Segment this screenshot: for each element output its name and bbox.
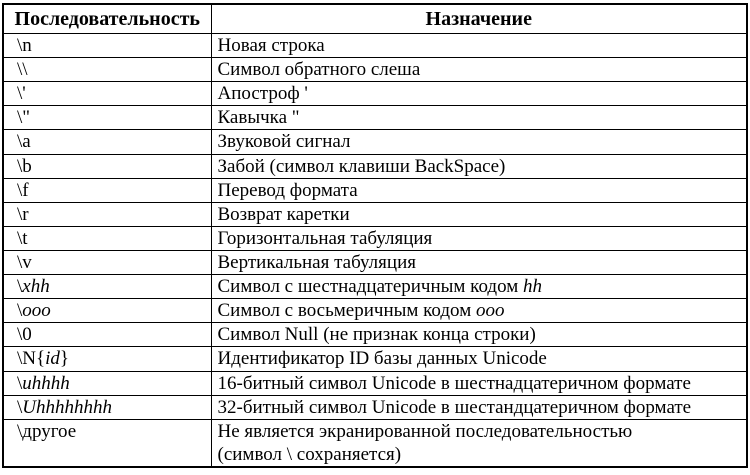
purpose-cell [211,250,747,274]
text-run: Вертикальная табуляция [217,251,416,273]
table-row [3,250,747,274]
purpose-cell [211,226,747,250]
sequence-cell [3,34,211,58]
table-row [3,130,747,154]
table-body [3,34,747,468]
text-run: \\ [17,59,28,81]
text-run: \n [17,35,32,56]
table-row [3,34,747,58]
text-run: 32-битный символ Unicode в шестандцатеричном формате [217,396,692,418]
column-header-sequence: Последовательность [3,4,211,34]
purpose-cell [211,299,747,323]
purpose-cell [211,419,747,467]
text-run: \ [17,276,23,298]
table-row [3,58,747,82]
text-run: \N{ [17,348,46,370]
text-run: \ [17,300,23,322]
purpose-cell [211,106,747,130]
text-run: Возврат каретки [217,203,350,225]
table-row [3,275,747,299]
table-row [3,323,747,347]
table-row [3,106,747,130]
sequence-cell [3,58,211,82]
text-run: \t [17,227,28,249]
purpose-cell [211,395,747,419]
purpose-cell [211,178,747,202]
sequence-cell [3,275,211,299]
purpose-cell [211,202,747,226]
purpose-cell [211,34,747,58]
table-row [3,154,747,178]
sequence-cell [3,202,211,226]
sequence-cell [3,82,211,106]
table-row [3,82,747,106]
italic-text-run: id [45,348,60,370]
sequence-cell [3,250,211,274]
purpose-cell [211,154,747,178]
purpose-cell [211,323,747,347]
text-run: \f [17,179,29,201]
text-run: \ [17,372,23,394]
sequence-cell [3,130,211,154]
text-run: \r [17,203,29,225]
text-run: (символ \ сохраняется) [217,443,402,465]
text-run: \другое [17,420,77,442]
sequence-cell [3,323,211,347]
sequence-cell [3,178,211,202]
table-row [3,202,747,226]
sequence-cell [3,106,211,130]
purpose-cell [211,82,747,106]
italic-text-run: Uhhhhhhhh [22,396,113,418]
table-row [3,419,747,467]
text-run: Апостроф ' [217,83,308,105]
text-run: Не является экранированной последовательностью [217,420,633,442]
sequence-cell [3,226,211,250]
text-run: \0 [17,324,32,346]
table-row [3,395,747,419]
italic-text-run: ooo [22,300,51,322]
text-run: Символ обратного слеша [217,59,421,81]
text-run: Звуковой сигнал [217,131,351,153]
table-header [3,4,747,34]
text-run: \a [17,131,31,153]
sequence-cell [3,299,211,323]
italic-text-run: xhh [22,276,50,298]
table-row [3,178,747,202]
purpose-cell [211,275,747,299]
purpose-cell [211,371,747,395]
italic-text-run: hh [522,276,542,298]
italic-text-run: ooo [475,300,505,322]
table-row [3,226,747,250]
table-row [3,299,747,323]
header-row [3,4,747,34]
text-run: Горизонтальная табуляция [217,227,433,249]
sequence-cell [3,347,211,371]
text-run: \b [17,155,32,177]
text-run: Забой (символ клавиши BackSpace) [217,155,506,177]
text-run: Символ Null (не признак конца строки) [217,324,536,346]
sequence-cell [3,395,211,419]
sequence-cell [3,154,211,178]
purpose-cell [211,130,747,154]
purpose-cell [211,58,747,82]
italic-text-run: uhhhh [22,372,70,394]
text-run: Перевод формата [217,179,358,201]
text-run: Новая строка [217,35,325,56]
text-run: \ [17,396,23,418]
text-run: \v [17,251,32,273]
text-run: Идентификатор ID базы данных Unicode [217,348,547,370]
sequence-cell [3,419,211,467]
escape-sequences-table [2,3,748,468]
text-run: \" [17,107,31,129]
text-run: 16-битный символ Unicode в шестнадцатеричном формате [217,372,691,394]
table-row [3,371,747,395]
text-run: } [59,348,70,370]
text-run: Кавычка " [217,107,300,129]
column-header-purpose: Назначение [211,4,747,34]
sequence-cell [3,371,211,395]
table-row [3,347,747,371]
text-run: Символ с восьмеричным кодом [217,300,476,322]
text-run: Символ с шестнадцатеричным кодом [217,276,523,298]
purpose-cell [211,347,747,371]
text-run: \' [17,83,26,105]
